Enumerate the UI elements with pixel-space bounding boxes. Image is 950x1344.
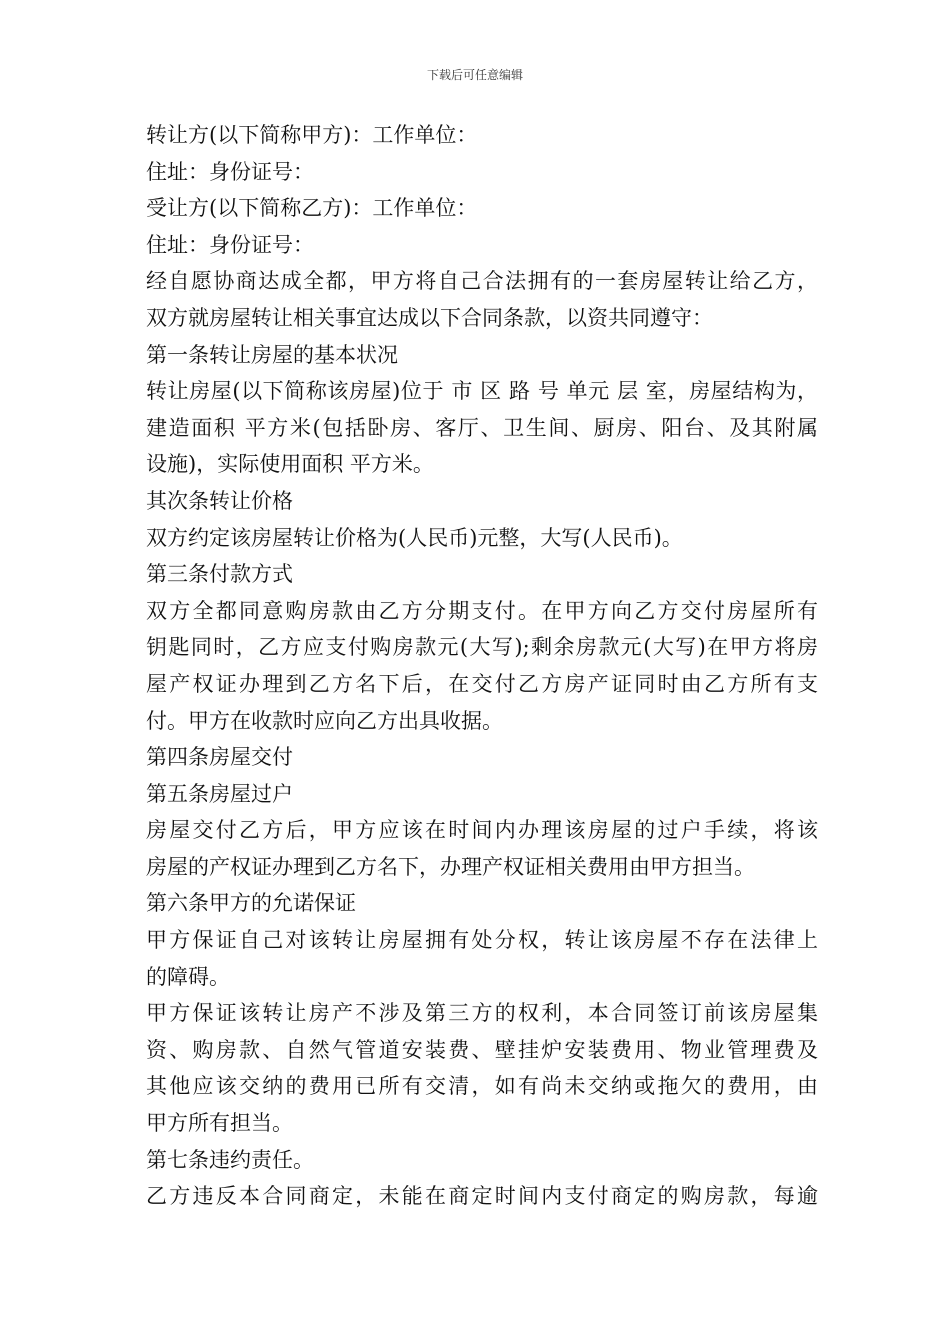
text-line: 房屋的产权证办理到乙方名下，办理产权证相关费用由甲方担当。 xyxy=(146,854,755,879)
text-line: 经自愿协商达成全都，甲方将自己合法拥有的一套房屋转让给乙方， xyxy=(146,269,818,294)
page-header: 下载后可任意编辑 xyxy=(426,68,523,82)
section-heading: 第六条甲方的允诺保证 xyxy=(146,891,356,916)
text-line: 建造面积 平方米(包括卧房、客厅、卫生间、厨房、阳台、及其附属 xyxy=(146,415,818,440)
text-line: 其他应该交纳的费用已所有交清，如有尚未交纳或拖欠的费用，由 xyxy=(146,1074,818,1099)
section-heading: 第一条转让房屋的基本状况 xyxy=(146,342,398,367)
text-line: 资、购房款、自然气管道安装费、壁挂炉安装费用、物业管理费及 xyxy=(146,1037,818,1062)
text-line: 住址：身份证号： xyxy=(146,159,314,184)
text-line: 转让方(以下简称甲方)：工作单位： xyxy=(146,123,478,147)
text-line: 的障碍。 xyxy=(146,964,230,989)
text-line: 甲方保证自己对该转让房屋拥有处分权，转让该房屋不存在法律上 xyxy=(146,928,818,953)
text-line: 钥匙同时，乙方应支付购房款元(大写);剩余房款元(大写)在甲方将房 xyxy=(146,635,818,660)
text-line: 甲方所有担当。 xyxy=(146,1111,293,1136)
text-line: 受让方(以下简称乙方)：工作单位： xyxy=(146,196,478,221)
text-line: 双方约定该房屋转让价格为(人民币)元整，大写(人民币)。 xyxy=(146,525,683,550)
section-heading: 第五条房屋过户 xyxy=(146,781,293,806)
text-line: 屋产权证办理到乙方名下后，在交付乙方房产证同时由乙方所有支 xyxy=(146,671,818,696)
text-line: 转让房屋(以下简称该房屋)位于 市 区 路 号 单元 层 室，房屋结构为， xyxy=(146,379,818,404)
document-body xyxy=(146,117,818,1215)
text-line: 乙方违反本合同商定，未能在商定时间内支付商定的购房款，每逾 xyxy=(146,1184,818,1209)
section-heading: 其次条转让价格 xyxy=(146,488,293,513)
text-line: 双方就房屋转让相关事宜达成以下合同条款，以资共同遵守： xyxy=(146,305,713,330)
text-line: 设施)，实际使用面积 平方米。 xyxy=(146,452,434,477)
text-line: 双方全都同意购房款由乙方分期支付。在甲方向乙方交付房屋所有 xyxy=(146,598,818,623)
text-line: 甲方保证该转让房产不涉及第三方的权利，本合同签订前该房屋集 xyxy=(146,1001,818,1026)
text-line: 住址：身份证号： xyxy=(146,232,314,257)
section-heading: 第四条房屋交付 xyxy=(146,745,293,770)
text-line: 付。甲方在收款时应向乙方出具收据。 xyxy=(146,708,503,733)
section-heading: 第七条违约责任。 xyxy=(146,1147,314,1172)
text-line: 房屋交付乙方后，甲方应该在时间内办理该房屋的过户手续，将该 xyxy=(146,818,818,843)
section-heading: 第三条付款方式 xyxy=(146,562,293,587)
